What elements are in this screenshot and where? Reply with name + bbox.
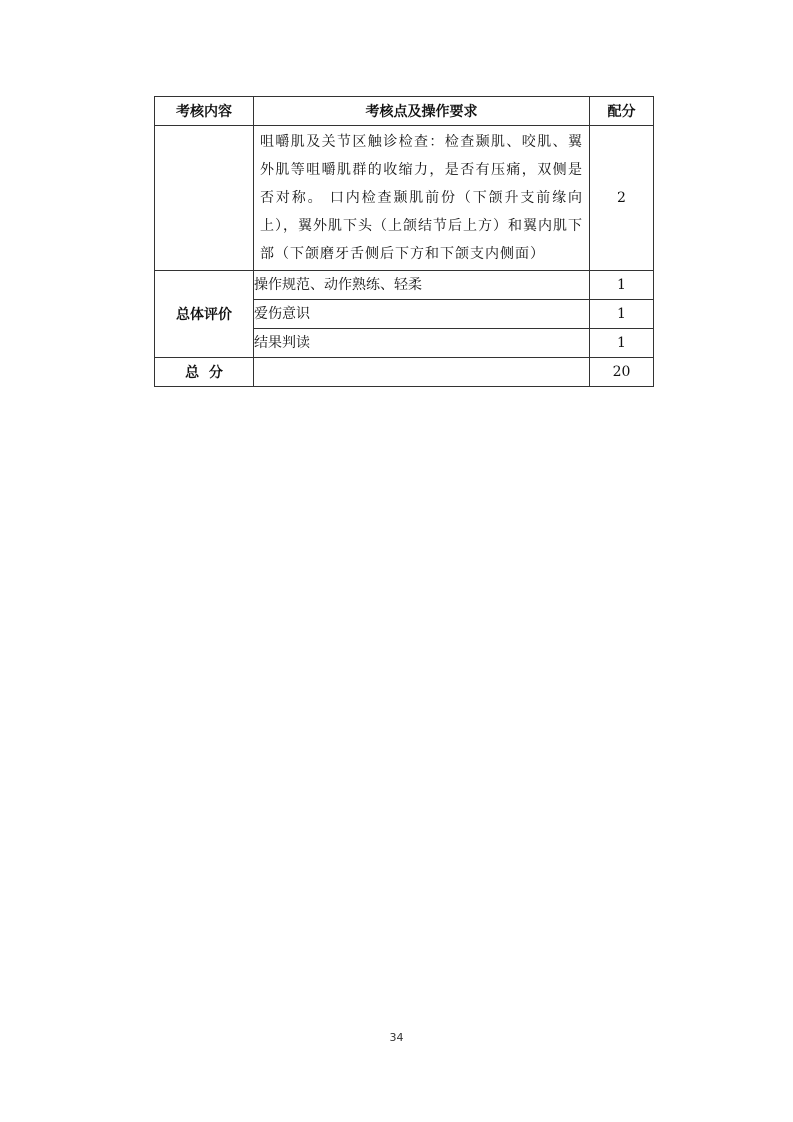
row-category: 总体评价 <box>155 271 254 358</box>
total-label: 总 分 <box>155 358 254 387</box>
row-score: 2 <box>590 126 654 271</box>
row-requirement: 结果判读 <box>254 329 590 358</box>
header-content: 考核内容 <box>155 97 254 126</box>
total-requirement <box>254 358 590 387</box>
total-row <box>155 358 654 387</box>
row-score: 1 <box>590 271 654 300</box>
row-score: 1 <box>590 300 654 329</box>
table-row <box>155 126 654 271</box>
total-score: 20 <box>590 358 654 387</box>
row-category <box>155 126 254 271</box>
row-requirement: 爱伤意识 <box>254 300 590 329</box>
page-number: 34 <box>389 1031 404 1044</box>
row-score: 1 <box>590 329 654 358</box>
table-row <box>155 271 654 300</box>
row-requirement: 操作规范、动作熟练、轻柔 <box>254 271 590 300</box>
header-row <box>155 97 654 126</box>
scoring-table <box>154 96 654 387</box>
row-requirement: 咀嚼肌及关节区触诊检查：检查颞肌、咬肌、翼外肌等咀嚼肌群的收缩力，是否有压痛，双侧是否对称。 口内检查颞肌前份（下颌升支前缘向上），翼外肌下头（上颌结节后上方）和翼内肌下部（下颌磨牙舌侧后下方和下颌支内侧面） <box>254 126 590 271</box>
header-points: 考核点及操作要求 <box>254 97 590 126</box>
header-score: 配分 <box>590 97 654 126</box>
